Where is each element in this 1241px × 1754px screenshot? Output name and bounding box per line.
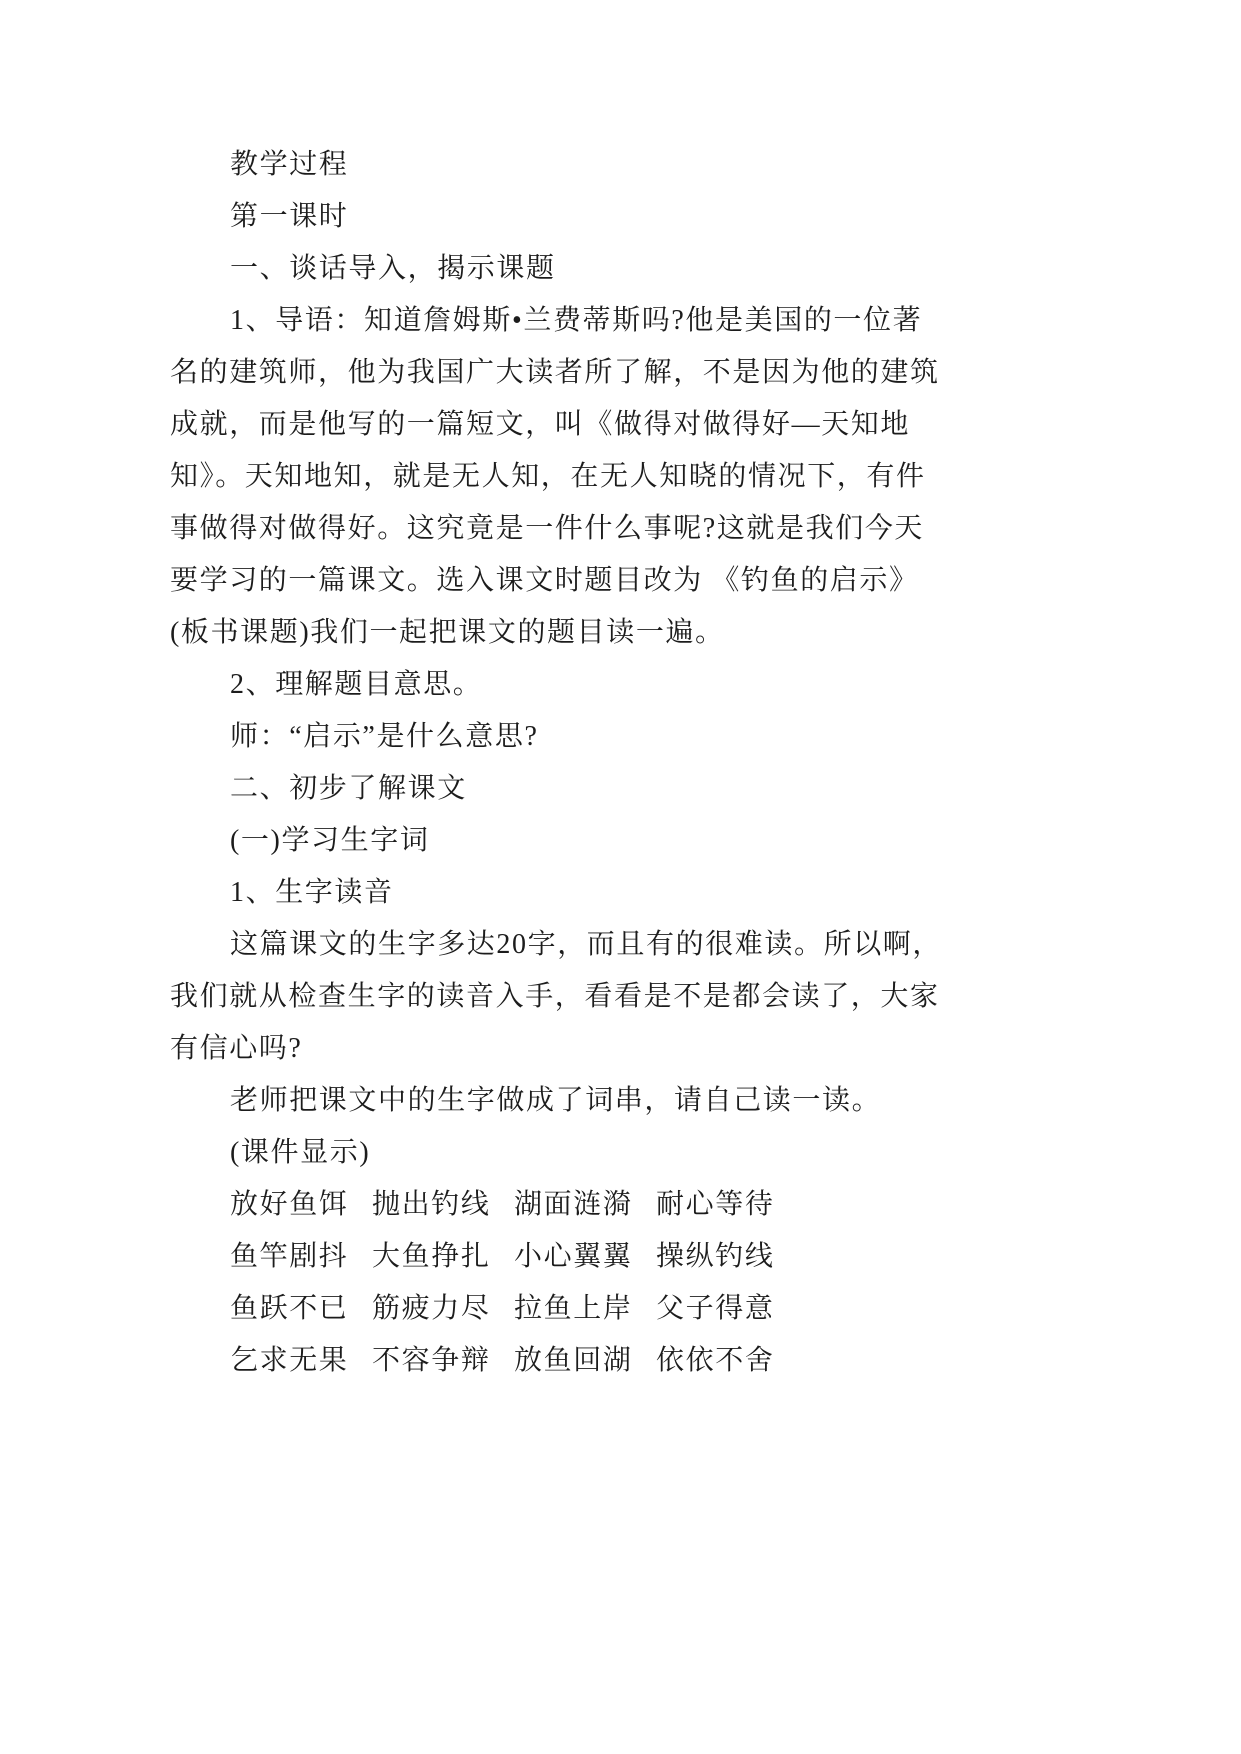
instruction-text: 老师把课文中的生字做成了词串，请自己读一读。 — [230, 1085, 882, 1116]
word-row — [170, 1283, 990, 1335]
section-1-title: 一、谈话导入，揭示课题 — [230, 253, 556, 284]
word-item: 乞求无果 — [230, 1345, 349, 1376]
word-item: 耐心等待 — [656, 1189, 775, 1220]
word-list — [170, 1179, 990, 1387]
word-item: 放好鱼饵 — [230, 1189, 349, 1220]
paragraph-line: 这篇课文的生字多达20字，而且有的很难读。所以啊， — [230, 929, 943, 960]
word-row — [170, 1179, 990, 1231]
section-1-item-1-paragraph — [170, 295, 990, 659]
paragraph-line: 名的建筑师，他为我国广大读者所了解，不是因为他的建筑 — [170, 357, 940, 388]
paragraph-line: 我们就从检查生字的读音入手，看看是不是都会读了，大家 — [170, 981, 940, 1012]
word-row — [170, 1335, 990, 1387]
word-item: 筋疲力尽 — [372, 1293, 491, 1324]
word-item: 抛出钓线 — [372, 1189, 491, 1220]
document-body — [170, 139, 990, 1387]
paragraph-line: 成就，而是他写的一篇短文，叫《做得对做得好—天知地 — [170, 409, 911, 440]
word-item: 大鱼挣扎 — [372, 1241, 491, 1272]
courseware-note: (课件显示) — [230, 1137, 371, 1168]
word-item: 操纵钓线 — [656, 1241, 775, 1272]
paragraph-line: (板书课题)我们一起把课文的题目读一遍。 — [170, 617, 725, 648]
section-1-item-2: 2、理解题目意思。 — [230, 669, 483, 700]
word-item: 小心翼翼 — [514, 1241, 633, 1272]
word-item: 鱼跃不已 — [230, 1293, 349, 1324]
paragraph-line: 事做得对做得好。这究竟是一件什么事呢?这就是我们今天 — [170, 513, 925, 544]
paragraph-line: 有信心吗? — [170, 1033, 303, 1064]
document-heading: 教学过程 — [230, 149, 349, 180]
paragraph-line: 1、导语：知道詹姆斯•兰费蒂斯吗?他是美国的一位著 — [230, 305, 923, 336]
lesson-label: 第一课时 — [230, 201, 349, 232]
word-row — [170, 1231, 990, 1283]
word-item: 放鱼回湖 — [514, 1345, 633, 1376]
paragraph-line: 知》。天知地知，就是无人知，在无人知晓的情况下，有件 — [170, 461, 926, 492]
paragraph-line: 要学习的一篇课文。选入课文时题目改为 《钓鱼的启示》 — [170, 565, 919, 596]
teacher-question: 师：“启示”是什么意思? — [230, 721, 539, 752]
section-2-intro-paragraph — [170, 919, 990, 1075]
subsection-title: (一)学习生字词 — [230, 825, 430, 856]
word-item: 拉鱼上岸 — [514, 1293, 633, 1324]
word-item: 湖面涟漪 — [514, 1189, 633, 1220]
word-item: 鱼竿剧抖 — [230, 1241, 349, 1272]
word-item: 不容争辩 — [372, 1345, 491, 1376]
word-item: 依依不舍 — [656, 1345, 775, 1376]
word-item: 父子得意 — [656, 1293, 775, 1324]
section-2-item-1: 1、生字读音 — [230, 877, 394, 908]
section-2-title: 二、初步了解课文 — [230, 773, 467, 804]
